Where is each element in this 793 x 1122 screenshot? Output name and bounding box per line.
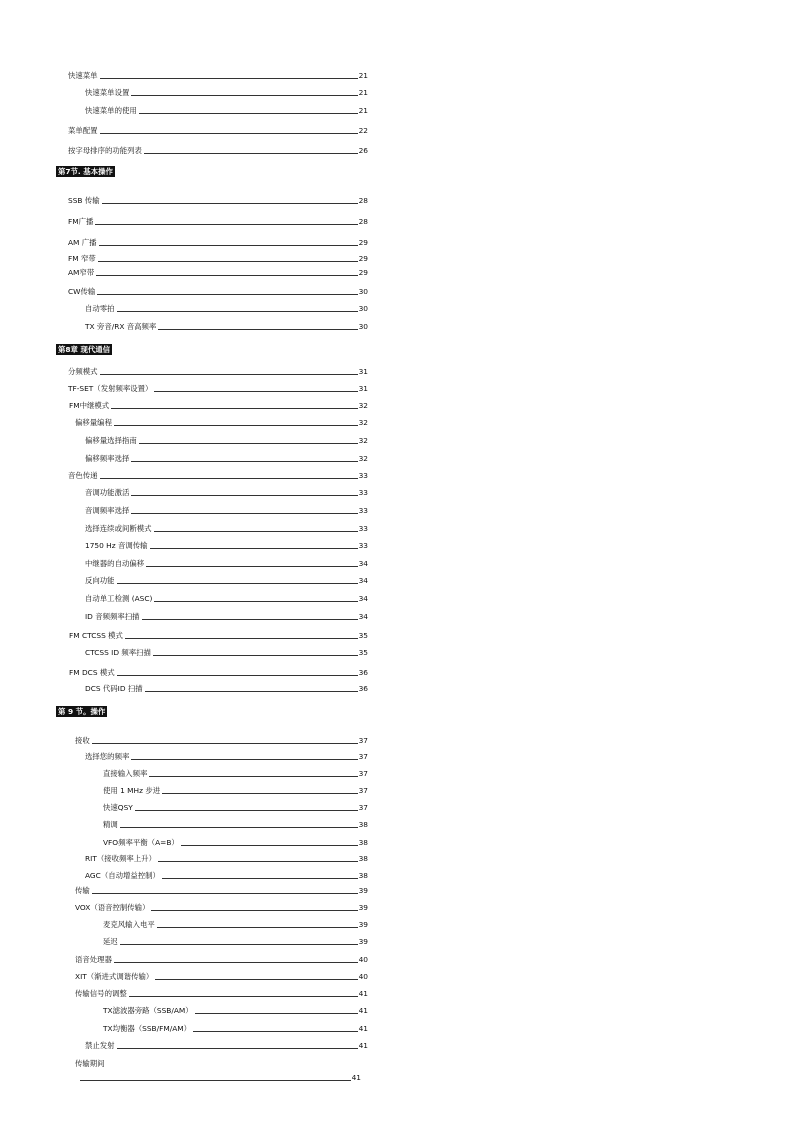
dot-leader bbox=[154, 391, 357, 392]
toc-page-number: 33 bbox=[358, 471, 368, 480]
toc-page-number: 40 bbox=[358, 972, 368, 981]
toc-entry[interactable] bbox=[68, 254, 368, 264]
toc-page-number: 29 bbox=[358, 268, 368, 277]
toc-page-number: 32 bbox=[358, 418, 368, 427]
dot-leader bbox=[97, 294, 357, 295]
toc-page-number: 33 bbox=[358, 524, 368, 533]
toc-entry[interactable] bbox=[103, 769, 368, 779]
dot-leader bbox=[142, 619, 358, 620]
toc-entry-title: 偏移量编程 bbox=[75, 418, 112, 427]
toc-page-number: 36 bbox=[358, 684, 368, 693]
dot-leader bbox=[100, 133, 358, 134]
toc-entry-title: TX均衡器（SSB/FM/AM） bbox=[103, 1024, 192, 1033]
dot-leader bbox=[154, 531, 358, 532]
toc-entry-title: 快速QSY bbox=[103, 803, 133, 812]
toc-entry-title: 自动零拍 bbox=[85, 304, 115, 313]
toc-entry[interactable] bbox=[103, 820, 368, 830]
toc-page-number: 38 bbox=[358, 838, 368, 847]
toc-entry[interactable] bbox=[68, 71, 368, 81]
toc-entry-title: 禁止发射 bbox=[85, 1041, 115, 1050]
toc-entry-title: 直接输入频率 bbox=[103, 769, 148, 778]
dot-leader bbox=[150, 548, 358, 549]
toc-entry[interactable] bbox=[75, 955, 368, 965]
toc-page-number: 39 bbox=[358, 937, 368, 946]
toc-page-number: 33 bbox=[358, 488, 368, 497]
toc-entry-title: AM窄带 bbox=[68, 268, 95, 277]
toc-page-number: 39 bbox=[358, 920, 368, 929]
toc-entry[interactable] bbox=[78, 1073, 361, 1083]
toc-entry[interactable] bbox=[103, 1024, 368, 1034]
toc-entry[interactable] bbox=[103, 937, 368, 947]
dot-leader bbox=[99, 245, 358, 246]
toc-entry-title: 自动单工检测 (ASC) bbox=[85, 594, 153, 603]
toc-entry-title: VOX（语音控制传输） bbox=[75, 903, 150, 912]
toc-entry[interactable] bbox=[69, 631, 368, 641]
toc-entry[interactable] bbox=[75, 989, 368, 999]
toc-page-number: 28 bbox=[358, 196, 368, 205]
toc-entry[interactable] bbox=[68, 196, 368, 206]
toc-entry-title: 传输信号的调整 bbox=[75, 989, 127, 998]
toc-entry[interactable] bbox=[103, 838, 368, 848]
toc-page-number: 41 bbox=[358, 1006, 368, 1015]
toc-page-number: 37 bbox=[358, 786, 368, 795]
toc-entry[interactable] bbox=[85, 1041, 368, 1051]
dot-leader bbox=[153, 655, 358, 656]
toc-page-number: 29 bbox=[358, 238, 368, 247]
toc-entry-title: 选择连续或间断模式 bbox=[85, 524, 152, 533]
toc-page-number: 32 bbox=[358, 436, 368, 445]
toc-entry-title: CW传输 bbox=[68, 287, 96, 296]
dot-leader bbox=[92, 893, 358, 894]
toc-page-number: 22 bbox=[358, 126, 368, 135]
toc-page-number: 39 bbox=[358, 886, 368, 895]
toc-entry[interactable] bbox=[68, 146, 368, 156]
toc-entry-title: FM 窄带 bbox=[68, 254, 96, 263]
toc-entry[interactable] bbox=[85, 541, 368, 551]
toc-page-number: 38 bbox=[358, 871, 368, 880]
dot-leader bbox=[114, 425, 358, 426]
dot-leader bbox=[139, 113, 358, 114]
toc-entry[interactable] bbox=[68, 126, 368, 136]
toc-entry-title: 麦克风输入电平 bbox=[103, 920, 155, 929]
toc-page-number: 34 bbox=[358, 559, 368, 568]
toc-entry[interactable] bbox=[68, 217, 368, 227]
dot-leader bbox=[155, 979, 357, 980]
toc-entry-title: 精调 bbox=[103, 820, 118, 829]
dot-leader bbox=[181, 845, 358, 846]
toc-page-number: 34 bbox=[358, 594, 368, 603]
toc-entry[interactable] bbox=[103, 786, 368, 796]
toc-entry-title: TF-SET（发射频率设置） bbox=[68, 384, 153, 393]
toc-entry-title: VFO频率平衡（A=B） bbox=[103, 838, 179, 847]
toc-page-number: 35 bbox=[358, 648, 368, 657]
chapter-heading: 第8章 现代通信 bbox=[58, 345, 111, 354]
toc-entry[interactable] bbox=[85, 106, 368, 116]
toc-page-number: 33 bbox=[358, 506, 368, 515]
toc-page-number: 38 bbox=[358, 854, 368, 863]
toc-entry-title: 1750 Hz 音调传输 bbox=[85, 541, 148, 550]
toc-entry[interactable] bbox=[68, 238, 368, 248]
toc-entry-title: FM中继模式 bbox=[69, 401, 110, 410]
toc-entry-title: 反向功能 bbox=[85, 576, 115, 585]
toc-entry[interactable] bbox=[68, 287, 368, 297]
dot-leader bbox=[195, 1013, 358, 1014]
toc-page-number: 31 bbox=[358, 384, 368, 393]
toc-page-number: 32 bbox=[358, 401, 368, 410]
dot-leader bbox=[131, 95, 357, 96]
toc-entry-title: CTCSS ID 频率扫描 bbox=[85, 648, 151, 657]
dot-leader bbox=[154, 601, 357, 602]
toc-entry[interactable] bbox=[75, 886, 368, 896]
dot-leader bbox=[131, 495, 357, 496]
toc-entry-title: 传输 bbox=[75, 886, 90, 895]
toc-page-number: 34 bbox=[358, 576, 368, 585]
dot-leader bbox=[157, 927, 358, 928]
dot-leader bbox=[80, 1080, 351, 1081]
toc-page-number: 35 bbox=[358, 631, 368, 640]
toc-page-number: 30 bbox=[358, 287, 368, 296]
toc-entry-title: ID 音频频率扫描 bbox=[85, 612, 140, 621]
dot-leader bbox=[145, 691, 358, 692]
toc-entry[interactable] bbox=[75, 736, 368, 746]
dot-leader bbox=[131, 513, 357, 514]
toc-page-number: 30 bbox=[358, 304, 368, 313]
toc-page-number: 37 bbox=[358, 752, 368, 761]
toc-entry-title: AM 广播 bbox=[68, 238, 97, 247]
toc-entry[interactable] bbox=[85, 612, 368, 622]
dot-leader bbox=[129, 996, 358, 997]
toc-entry-title: 接收 bbox=[75, 736, 90, 745]
dot-leader bbox=[146, 566, 357, 567]
toc-page-number: 32 bbox=[358, 454, 368, 463]
toc-entry-title: 音调功能激活 bbox=[85, 488, 130, 497]
toc-page-number: 34 bbox=[358, 612, 368, 621]
toc-entry[interactable] bbox=[85, 871, 368, 881]
dot-leader bbox=[100, 78, 358, 79]
toc-page-number: 26 bbox=[358, 146, 368, 155]
toc-page-number: 31 bbox=[358, 367, 368, 376]
toc-entry[interactable] bbox=[75, 418, 368, 428]
toc-entry-title: 选择您的频率 bbox=[85, 752, 130, 761]
toc-entry-title: TX 旁音/RX 音高频率 bbox=[85, 322, 157, 331]
toc-entry-title: RIT（接收频率上升） bbox=[85, 854, 156, 863]
dot-leader bbox=[135, 810, 358, 811]
toc-page-number: 29 bbox=[358, 254, 368, 263]
toc-entry-title: 快速菜单设置 bbox=[85, 88, 130, 97]
toc-entry[interactable] bbox=[68, 367, 368, 377]
dot-leader bbox=[117, 583, 358, 584]
toc-page-number: 33 bbox=[358, 541, 368, 550]
dot-leader bbox=[120, 944, 358, 945]
toc-entry-title: 快速菜单的使用 bbox=[85, 106, 137, 115]
dot-leader bbox=[117, 311, 358, 312]
toc-entry[interactable] bbox=[75, 903, 368, 913]
toc-entry[interactable] bbox=[85, 854, 368, 864]
toc-entry[interactable] bbox=[103, 1006, 368, 1016]
toc-entry-title: 使用 1 MHz 步进 bbox=[103, 786, 161, 795]
dot-leader bbox=[120, 827, 358, 828]
toc-entry[interactable] bbox=[85, 488, 368, 498]
toc-page-number: 40 bbox=[358, 955, 368, 964]
toc-entry[interactable] bbox=[85, 576, 368, 586]
toc-entry[interactable] bbox=[68, 471, 368, 481]
toc-entry-title: FM广播 bbox=[68, 217, 94, 226]
toc-entry-title: FM CTCSS 模式 bbox=[69, 631, 123, 640]
dot-leader bbox=[92, 743, 358, 744]
toc-entry[interactable] bbox=[75, 972, 368, 982]
toc-page-number: 21 bbox=[358, 88, 368, 97]
dot-leader bbox=[131, 461, 357, 462]
dot-leader bbox=[158, 861, 358, 862]
toc-page-number: 41 bbox=[358, 989, 368, 998]
dot-leader bbox=[102, 203, 358, 204]
dot-leader bbox=[96, 275, 357, 276]
dot-leader bbox=[162, 793, 357, 794]
toc-entry[interactable] bbox=[85, 322, 368, 332]
toc-page-number: 30 bbox=[358, 322, 368, 331]
toc-entry[interactable] bbox=[68, 384, 368, 394]
toc-entry-title: 偏移量选择指南 bbox=[85, 436, 137, 445]
toc-entry-title: 传输期间 bbox=[75, 1059, 105, 1068]
dot-leader bbox=[95, 224, 357, 225]
toc-entry-title: XIT（渐进式调谐传输） bbox=[75, 972, 154, 981]
toc-page-number: 36 bbox=[358, 668, 368, 677]
chapter-heading: 第 9 节。操作 bbox=[58, 707, 106, 716]
dot-leader bbox=[131, 759, 357, 760]
dot-leader bbox=[100, 374, 358, 375]
chapter-heading: 第7节. 基本操作 bbox=[58, 167, 113, 176]
toc-entry-title: TX滤波器旁路（SSB/AM） bbox=[103, 1006, 193, 1015]
toc-page-number: 41 bbox=[358, 1024, 368, 1033]
toc-entry[interactable] bbox=[85, 88, 368, 98]
toc-entry-title: 分频模式 bbox=[68, 367, 98, 376]
toc-entry-title: SSB 传输 bbox=[68, 196, 100, 205]
dot-leader bbox=[117, 675, 358, 676]
toc-page-number: 37 bbox=[358, 803, 368, 812]
toc-entry-title: 语音处理器 bbox=[75, 955, 112, 964]
toc-entry[interactable] bbox=[85, 436, 368, 446]
toc-page-number: 38 bbox=[358, 820, 368, 829]
toc-entry-title: AGC（自动增益控制） bbox=[85, 871, 160, 880]
dot-leader bbox=[193, 1031, 358, 1032]
toc-page-number: 37 bbox=[358, 769, 368, 778]
toc-entry-title: 快速菜单 bbox=[68, 71, 98, 80]
toc-page-number: 41 bbox=[351, 1073, 361, 1082]
toc-page-number: 21 bbox=[358, 71, 368, 80]
toc-entry-title: 菜单配置 bbox=[68, 126, 98, 135]
dot-leader bbox=[151, 910, 357, 911]
toc-entry-title: 偏移频率选择 bbox=[85, 454, 130, 463]
toc-entry[interactable] bbox=[103, 803, 368, 813]
toc-entry-title: 延迟 bbox=[103, 937, 118, 946]
dot-leader bbox=[111, 408, 357, 409]
dot-leader bbox=[162, 878, 358, 879]
dot-leader bbox=[117, 1048, 358, 1049]
toc-entry[interactable] bbox=[69, 401, 368, 411]
toc-entry[interactable] bbox=[68, 268, 368, 278]
toc-entry[interactable] bbox=[85, 304, 368, 314]
dot-leader bbox=[158, 329, 357, 330]
toc-page-number: 37 bbox=[358, 736, 368, 745]
toc-entry[interactable] bbox=[75, 1059, 368, 1069]
toc-entry-title: FM DCS 模式 bbox=[69, 668, 115, 677]
toc-entry-title: DCS 代码ID 扫描 bbox=[85, 684, 143, 693]
toc-entry[interactable] bbox=[69, 668, 368, 678]
toc-entry[interactable] bbox=[85, 454, 368, 464]
toc-entry[interactable] bbox=[85, 524, 368, 534]
toc-entry[interactable] bbox=[85, 506, 368, 516]
toc-entry[interactable] bbox=[85, 684, 368, 694]
dot-leader bbox=[100, 478, 358, 479]
toc-entry[interactable] bbox=[85, 559, 368, 569]
dot-leader bbox=[144, 153, 358, 154]
toc-entry[interactable] bbox=[85, 594, 368, 604]
toc-entry-title: 音调频率选择 bbox=[85, 506, 130, 515]
dot-leader bbox=[125, 638, 358, 639]
dot-leader bbox=[114, 962, 358, 963]
toc-page-number: 28 bbox=[358, 217, 368, 226]
toc-page-number: 39 bbox=[358, 903, 368, 912]
toc-entry-title: 音色传递 bbox=[68, 471, 98, 480]
toc-entry[interactable] bbox=[85, 648, 368, 658]
toc-entry-title: 按字母排序的功能列表 bbox=[68, 146, 142, 155]
toc-page-number: 41 bbox=[358, 1041, 368, 1050]
toc-entry[interactable] bbox=[103, 920, 368, 930]
dot-leader bbox=[98, 261, 358, 262]
toc-page-number: 21 bbox=[358, 106, 368, 115]
dot-leader bbox=[149, 776, 357, 777]
toc-entry[interactable] bbox=[85, 752, 368, 762]
toc-entry-title: 中继器的自动偏移 bbox=[85, 559, 145, 568]
dot-leader bbox=[139, 443, 358, 444]
